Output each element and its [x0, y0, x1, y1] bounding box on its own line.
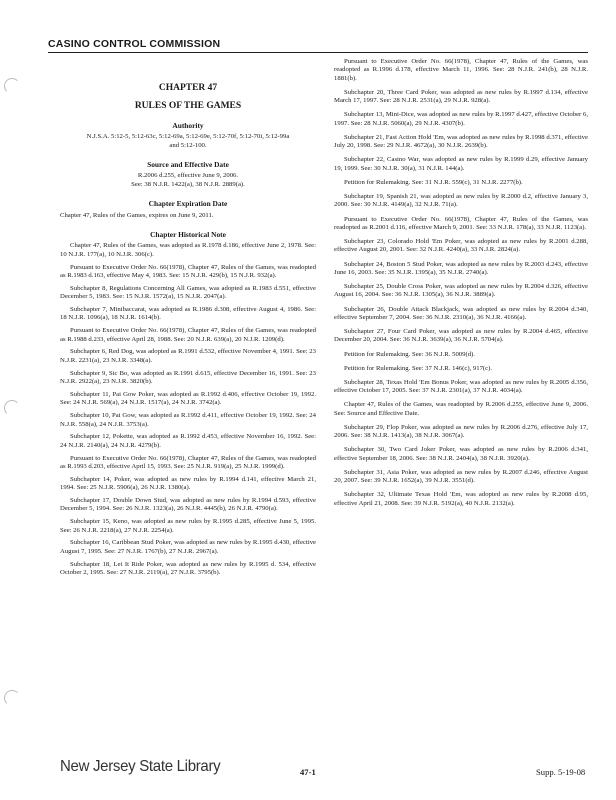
historical-note-entry: Subchapter 13, Mini-Dice, was adopted as new rules by R.1997 d.427, effective October 6, 1997. See: 28 N.J.R. 5060(a), 29 N.J.R. 4307(b).: [334, 111, 588, 127]
historical-note-entry: Petition for Rulemaking. See: 36 N.J.R. 5009(d).: [344, 350, 475, 358]
chapter-title: RULES OF THE GAMES: [134, 101, 242, 112]
source-heading: Source and Effective Date: [147, 160, 229, 170]
source-line-2: See: 38 N.J.R. 1422(a), 38 N.J.R. 2889(a).: [131, 180, 245, 188]
historical-note-entry: Pursuant to Executive Order No. 66(1978), Chapter 47, Rules of the Games, was readopted as R.2001 d.116, effective March 9, 2001. See: 33 N.J.R. 178(a), 33 N.J.R. 1123(a).: [334, 215, 588, 231]
binding-hole-mark: [4, 690, 20, 706]
history-left-list: [60, 242, 316, 577]
historical-note-entry: Pursuant to Executive Order No. 66(1978), Chapter 47, Rules of the Games, was readopted as R.1983 d.163, effective May 4, 1983. See: 15 N.J.R. 429(b), 15 N.J.R. 932(a).: [60, 263, 316, 280]
historical-note-entry: Subchapter 9, Sic Bo, was adopted as R.1991 d.615, effective December 16, 1991. See: 23 N.J.R. 2922(a), 23 N.J.R. 3820(b).: [60, 369, 316, 386]
history-heading: Chapter Historical Note: [150, 230, 226, 240]
right-column: [334, 58, 588, 514]
historical-note-entry: Petition for Rulemaking. See: 31 N.J.R. 559(c), 31 N.J.R. 2277(b).: [344, 178, 523, 186]
historical-note-entry: Subchapter 12, Pokette, was adopted as R.1992 d.453, effective November 16, 1992. See: 24 N.J.R. 2140(a), 24 N.J.R. 4279(b).: [60, 433, 316, 449]
historical-note-entry: Subchapter 27, Four Card Poker, was adopted as new rules by R.2004 d.465, effective December 20, 2004. See: 36 N.J.R. 3639(a), 36 N.J.R. 5704(a).: [334, 328, 588, 344]
historical-note-entry: Subchapter 18, Let It Ride Poker, was adopted as new rules by R.1995 d. 534, effective October 2, 1995. See: 27 N.J.R. 2119(a), 27 N.J.R. 3795(b).: [60, 560, 316, 576]
historical-note-entry: Subchapter 24, Boston 5 Stud Poker, was adopted as new rules by R.2003 d.243, effective June 16, 2003. See: 35 N.J.R. 1395(a), 35 N.J.R. 2740(a).: [334, 260, 588, 276]
supplement-date: Supp. 5-19-08: [536, 767, 586, 777]
historical-note-entry: Pursuant to Executive Order No. 66(1978), Chapter 47, Rules of the Games, was readopted as R.1996 d.178, effective March 11, 1996. See: 28 N.J.R. 241(b), 28 N.J.R. 1881(b).: [334, 58, 588, 82]
history-right-list: [334, 58, 588, 508]
historical-note-entry: Subchapter 26, Double Attack Blackjack, was adopted as new rules by R.2004 d.340, effective September 7, 2004. See: 36 N.J.R. 2310(a), 36 N.J.R. 4166(a).: [334, 305, 588, 321]
historical-note-entry: Subchapter 30, Two Card Joker Poker, was adopted as new rules by R.2006 d.341, effective September 18, 2006. See: 38 N.J.R. 2404(a), 38 N.J.R. 3920(a).: [334, 446, 588, 462]
source-line-1: R.2006 d.255, effective June 9, 2006.: [137, 172, 239, 180]
historical-note-entry: Chapter 47, Rules of the Games, was readopted by R.2006 d.255, effective June 9, 2006. See: Source and Effective Date.: [334, 401, 588, 417]
chapter-number: CHAPTER 47: [158, 83, 218, 93]
historical-note-entry: Subchapter 20, Three Card Poker, was adopted as new rules by R.1997 d.134, effective March 17, 1997. See: 28 N.J.R. 2531(a), 29 N.J.R. 928(a).: [334, 88, 588, 105]
historical-note-entry: Subchapter 19, Spanish 21, was adopted as new rules by R.2000 d.2, effective January 3, 2000. See: 30 N.J.R. 4149(a), 32 N.J.R. 71(a).: [334, 193, 588, 209]
historical-note-entry: Subchapter 11, Pai Gow Poker, was adopted as R.1992 d.406, effective October 19, 1992. See: 24 N.J.R. 569(a), 24 N.J.R. 1517(a), 24 N.J.R. 3742(a).: [60, 390, 316, 407]
authority-text: N.J.S.A. 5:12-5, 5:12-63c, 5:12-69a, 5:12-69e, 5:12-70f, 5:12-70i, 5:12-99a and 5:12-100.: [86, 133, 290, 149]
expiration-text: Chapter 47, Rules of the Games, expires on June 9, 2011.: [60, 211, 214, 219]
historical-note-entry: Subchapter 25, Double Cross Poker, was adopted as new rules by R.2004 d.326, effective August 16, 2004. See: 36 N.J.R. 1305(a), 36 N.J.R. 3889(a).: [334, 283, 588, 299]
historical-note-entry: Subchapter 8, Regulations Concerning All Games, was adopted as R.1983 d.551, effective December 5, 1983. See: 15 N.J.R. 1572(a), 15 N.J.R. 2047(a).: [60, 284, 316, 301]
historical-note-entry: Subchapter 22, Casino War, was adopted as new rules by R.1999 d.29, effective January 19, 1999. See: 30 N.J.R. 30(a), 31 N.J.R. 144(a).: [334, 156, 588, 172]
library-watermark: New Jersey State Library: [60, 757, 221, 776]
historical-note-entry: Subchapter 21, Fast Action Hold 'Em, was adopted as new rules by R.1998 d.371, effective July 20, 1998. See: 29 N.J.R. 4672(a), 30 N.J.R. 2639(b).: [334, 133, 588, 150]
historical-note-entry: Subchapter 16, Caribbean Stud Poker, was adopted as new rules by R.1995 d.430, effective August 7, 1995. See: 27 N.J.R. 1767(b), 27 N.J.R. 2967(a).: [60, 539, 316, 555]
expiration-heading: Chapter Expiration Date: [148, 199, 228, 209]
historical-note-entry: Subchapter 10, Pai Gow, was adopted as R.1992 d.411, effective October 19, 1992. See: 24 N.J.R. 558(a), 24 N.J.R. 3753(a).: [60, 412, 316, 428]
header-divider: [48, 52, 588, 53]
historical-note-entry: Subchapter 23, Colorado Hold 'Em Poker, was adopted as new rules by R.2001 d.288, effective August 20, 2001. See: 32 N.J.R. 4240(a), 33 N.J.R. 2824(a).: [334, 238, 588, 254]
historical-note-entry: Chapter 47, Rules of the Games, was adopted as R.1978 d.186, effective June 2, 1978. See: 10 N.J.R. 177(a), 10 N.J.R. 306(c).: [60, 242, 316, 258]
binding-hole-mark: [4, 400, 20, 416]
binding-hole-mark: [4, 78, 20, 94]
historical-note-entry: Subchapter 15, Keno, was adopted as new rules by R.1995 d.285, effective June 5, 1995. See: 26 N.J.R. 2218(a), 27 N.J.R. 2254(a).: [60, 518, 316, 534]
historical-note-entry: Pursuant to Executive Order No. 66(1978), Chapter 47, Rules of the Games, was readopted as R.1988 d.233, effective April 28, 1988. See: 20 N.J.R. 639(a), 20 N.J.R. 1209(d).: [60, 327, 316, 343]
authority-heading: Authority: [172, 120, 204, 130]
historical-note-entry: Subchapter 6, Red Dog, was adopted as R.1991 d.532, effective November 4, 1991. See: 23 N.J.R. 2231(a), 23 N.J.R. 3348(a).: [60, 348, 316, 364]
historical-note-entry: Petition for Rulemaking. See: 37 N.J.R. 146(c), 917(c).: [344, 364, 493, 372]
historical-note-entry: Subchapter 17, Double Down Stud, was adopted as new rules by R.1994 d.593, effective December 5, 1994. See: 26 N.J.R. 1323(a), 26 N.J.R. 4445(b), 26 N.J.R. 4790(a).: [60, 496, 316, 513]
historical-note-entry: Subchapter 7, Minibaccarat, was adopted as R.1986 d.308, effective August 4, 1986. See: 18 N.J.R. 1096(a), 18 N.J.R. 1614(b).: [60, 306, 316, 322]
historical-note-entry: Subchapter 31, Asia Poker, was adopted as new rules by R.2007 d.246, effective August 20, 2007. See: 39 N.J.R. 1652(a), 39 N.J.R. 3551(d).: [334, 468, 588, 485]
historical-note-entry: Subchapter 14, Poker, was adopted as new rules by R.1994 d.141, effective March 21, 1994. See: 25 N.J.R. 5906(a), 26 N.J.R. 1380(a).: [60, 475, 316, 492]
page-header-title: CASINO CONTROL COMMISSION: [48, 38, 221, 50]
historical-note-entry: Subchapter 28, Texas Hold 'Em Bonus Poker, was adopted as new rules by R.2005 d.356, effective October 17, 2005. See: 37 N.J.R. 2301(a), 37 N.J.R. 4034(a).: [334, 378, 588, 395]
page-number: 47-1: [300, 767, 316, 777]
historical-note-entry: Pursuant to Executive Order No. 66(1978), Chapter 47, Rules of the Games, was readopted as R.1993 d.203, effective April 15, 1993. See: 25 N.J.R. 919(a), 25 N.J.R. 1999(d).: [60, 454, 316, 470]
historical-note-entry: Subchapter 32, Ultimate Texas Hold 'Em, was adopted as new rules by R.2008 d.95, effective April 21, 2008. See: 39 N.J.R. 5192(a), 40 N.J.R. 2132(a).: [334, 491, 588, 507]
historical-note-entry: Subchapter 29, Flop Poker, was adopted as new rules by R.2006 d.276, effective July 17, 2006. See: 38 N.J.R. 1413(a), 38 N.J.R. 3067(a).: [334, 423, 588, 440]
left-column: [60, 60, 316, 582]
